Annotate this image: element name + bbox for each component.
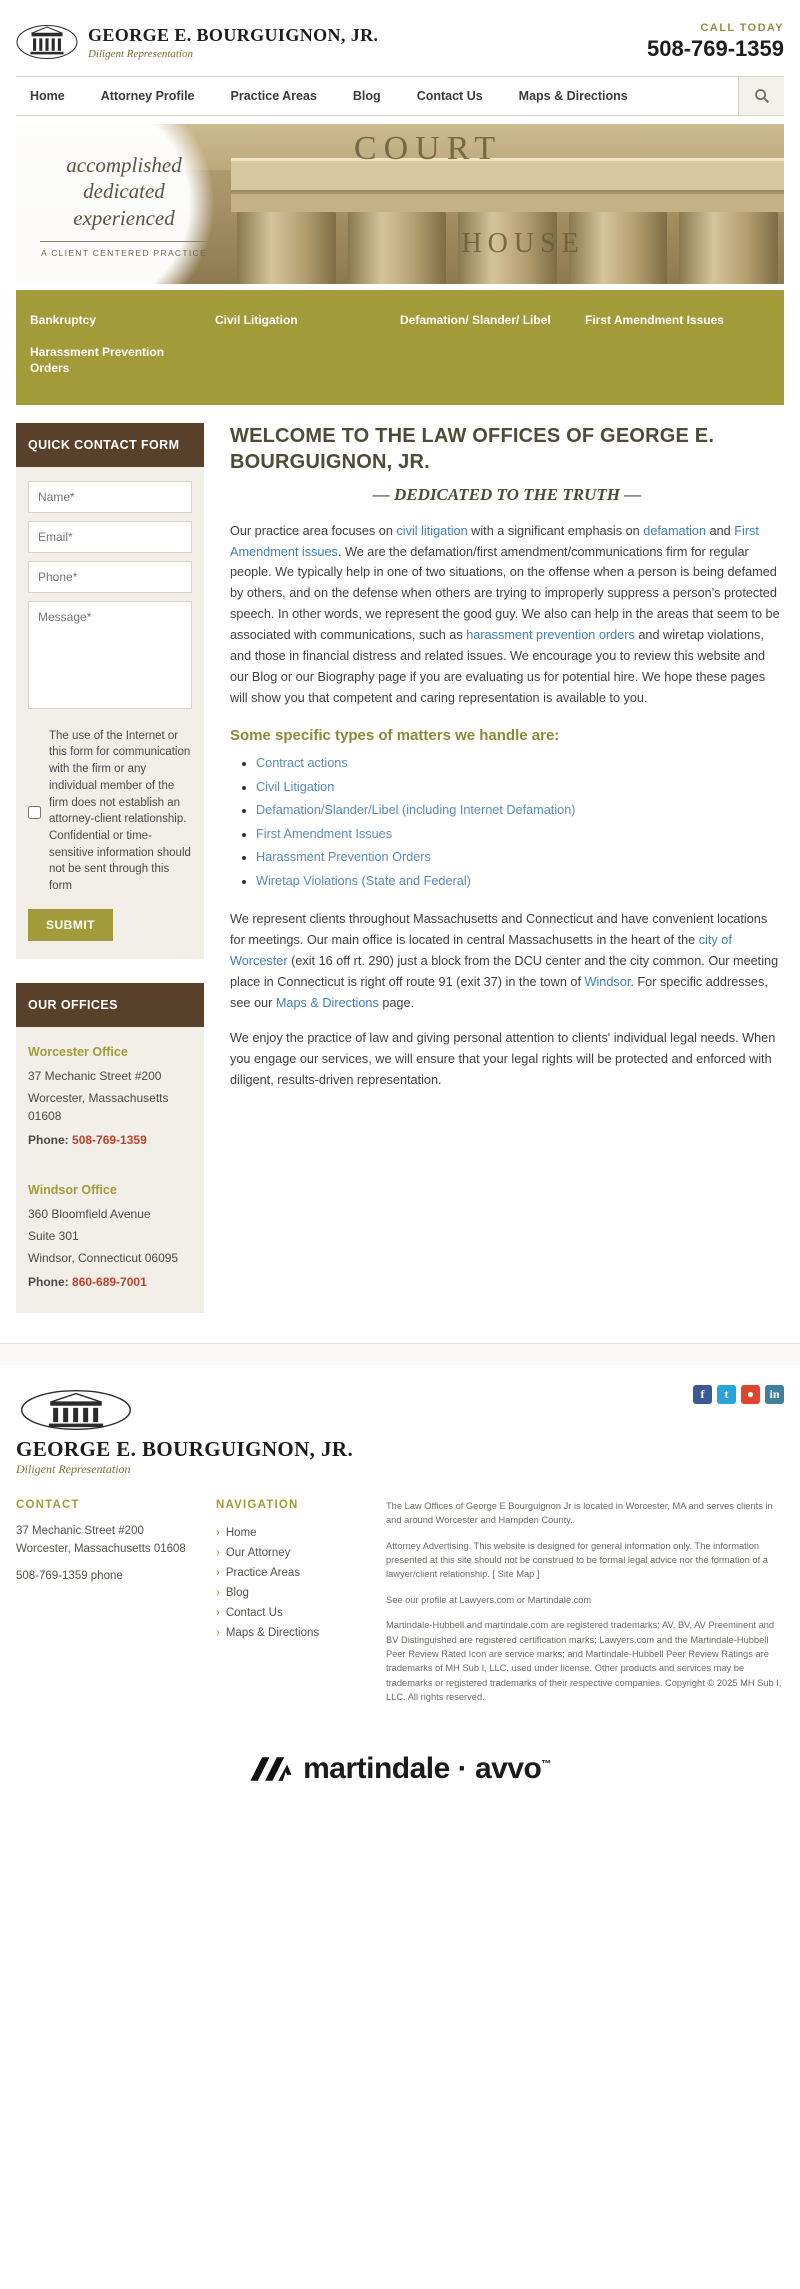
office-address-line2: Suite 301 <box>28 1228 79 1243</box>
link-harassment-prevention-orders[interactable]: harassment prevention orders <box>466 628 635 643</box>
martindale-avvo-logo[interactable] <box>16 1740 784 1812</box>
site-header <box>0 0 800 76</box>
footer-phone[interactable]: 508-769-1359 phone <box>16 1570 123 1583</box>
office-phone-line <box>28 1133 192 1147</box>
footer-navigation-heading: NAVIGATION <box>216 1498 299 1511</box>
locations-text-3: . For specific addresses, see our <box>230 975 768 1010</box>
matter-defamation[interactable]: Defamation/Slander/Libel (including Internet Defamation) <box>256 803 576 818</box>
social-links <box>693 1385 784 1404</box>
footer-brand-name: GEORGE E. BOURGUIGNON, JR. <box>16 1436 354 1461</box>
sidebar <box>16 423 204 1313</box>
practice-area-first-amendment[interactable]: First Amendment Issues <box>585 313 724 327</box>
footer-nav-practice-areas[interactable]: › Practice Areas <box>216 1563 386 1583</box>
call-today-label: CALL TODAY <box>700 22 784 34</box>
matter-wiretap-violations[interactable]: Wiretap Violations (State and Federal) <box>256 873 471 888</box>
hero-badge <box>16 124 246 284</box>
link-city-of-worcester[interactable]: city of Worcester <box>230 933 732 969</box>
courthouse-oval-logo-icon <box>16 1385 136 1435</box>
page-tagline: — DEDICATED TO THE TRUTH — <box>372 484 642 504</box>
office-phone-label: Phone: <box>28 1132 69 1147</box>
locations-text-2: (exit 16 off rt. 290) just a block from the DCU center and the city common. Our meeting place in Connecticut is right off route 91 (exit 37) in the town of <box>230 954 779 989</box>
consent-text: The use of the Internet or this form for communication with the firm or any individual member of the firm does not establish an attorney-client relationship. Confidential or time-sensitive information should not be sent through this form <box>49 729 191 892</box>
submit-button[interactable]: SUBMIT <box>28 909 113 941</box>
nav-items <box>16 77 738 115</box>
email-field[interactable] <box>28 521 192 553</box>
footer-nav-our-attorney[interactable]: › Our Attorney <box>216 1543 386 1563</box>
page-title: WELCOME TO THE LAW OFFICES OF GEORGE E. BOURGUIGNON, JR. <box>230 424 715 473</box>
intro-text-4: . We are the defamation/first amendment/communications firm for regular people. We typically help in one of two situations, on the offense when a person is being defamed by others, and on the defense when others are trying to improperly suppress a person's protected speech. In other words, we represent the good guy. We also can help in the areas that seem to be associated with communications, such as <box>230 544 780 643</box>
brand-name: GEORGE E. BOURGUIGNON, JR. <box>88 24 379 45</box>
hero-line-1: accomplished <box>66 153 182 177</box>
courthouse-oval-logo-icon <box>16 18 78 66</box>
list-item <box>256 823 784 847</box>
nav-item-attorney-profile[interactable]: Attorney Profile <box>100 89 195 103</box>
list-item <box>256 846 784 870</box>
trademark-symbol: ™ <box>541 1758 551 1770</box>
nav-item-blog[interactable]: Blog <box>352 89 381 103</box>
footer-nav-home[interactable]: › Home <box>216 1523 386 1543</box>
intro-text-5: and wiretap violations, and those in financial distress and related issues. We encourage you to review this website and our Blog or our Biography page if you are evaluating us for potential hire. We hope these pages will show you that competent and caring representation is available to you. <box>230 628 766 706</box>
office-phone-line <box>28 1275 192 1289</box>
list-item <box>256 776 784 800</box>
hero-subtitle: A CLIENT CENTERED PRACTICE <box>41 247 207 258</box>
list-item <box>256 752 784 776</box>
offices-panel <box>16 983 204 1313</box>
footer-advertising-text: Attorney Advertising. This website is designed for general information only. The information presented at this site should not be construed to be formal legal advice nor the formation of a lawyer/client relationship. [ <box>386 1540 768 1580</box>
practice-areas-bar <box>16 290 784 405</box>
footer-nav-contact-us[interactable]: › Contact Us <box>216 1603 386 1623</box>
search-button[interactable] <box>738 77 784 115</box>
link-windsor[interactable]: Windsor <box>584 975 631 989</box>
site-footer <box>0 1365 800 1812</box>
footer-brand[interactable] <box>16 1385 353 1477</box>
hero-banner <box>16 124 784 284</box>
office-address-line2: Worcester, Massachusetts 01608 <box>28 1090 169 1123</box>
intro-text-1: Our practice area focuses on <box>230 523 397 538</box>
matter-harassment-prevention[interactable]: Harassment Prevention Orders <box>256 850 431 865</box>
footer-contact-column <box>16 1499 216 1716</box>
footer-brand-tagline: Diligent Representation <box>16 1461 131 1476</box>
lawyers-com-link[interactable]: Lawyers.com <box>459 1594 515 1605</box>
list-item <box>256 799 784 823</box>
nav-item-contact-us[interactable]: Contact Us <box>416 89 483 103</box>
search-icon <box>754 88 770 104</box>
martindale-com-link[interactable]: Martindale.com <box>527 1594 592 1605</box>
hero-bg-word-house: HOUSE <box>461 228 585 259</box>
footer-navigation-column <box>216 1499 386 1716</box>
site-map-link[interactable]: Site Map <box>497 1569 535 1580</box>
link-first-amendment[interactable]: First Amendment issues <box>230 523 759 559</box>
brand-tagline: Diligent Representation <box>88 47 193 60</box>
call-today-block <box>647 22 784 62</box>
intro-text-2: with a significant emphasis on <box>467 523 644 538</box>
rss-icon[interactable]: ● <box>741 1385 760 1404</box>
facebook-icon[interactable]: f <box>693 1385 712 1404</box>
link-civil-litigation[interactable]: civil litigation <box>396 523 468 538</box>
message-field[interactable] <box>28 601 192 709</box>
consent-row <box>28 728 192 895</box>
main-column <box>204 423 784 1105</box>
nav-item-home[interactable]: Home <box>30 89 65 103</box>
hero-line-2: dedicated <box>83 179 165 204</box>
header-phone[interactable]: 508-769-1359 <box>646 36 784 61</box>
brand[interactable] <box>16 18 378 66</box>
footer-disclaimer-column <box>386 1499 784 1716</box>
footer-nav-blog[interactable]: › Blog <box>216 1583 386 1603</box>
office-name: Worcester Office <box>28 1044 128 1059</box>
footer-contact-heading: CONTACT <box>16 1498 80 1511</box>
quick-contact-title: QUICK CONTACT FORM <box>16 423 204 467</box>
twitter-icon[interactable]: t <box>717 1385 736 1404</box>
hero-divider <box>40 241 208 242</box>
intro-paragraph <box>230 521 784 710</box>
practice-area-bankruptcy[interactable]: Bankruptcy <box>30 313 97 327</box>
name-field[interactable] <box>28 481 192 513</box>
martindale-wordmark: martindale · avvo <box>303 1751 542 1785</box>
hero-line-3: experienced <box>73 205 175 230</box>
footer-legal-text: Martindale-Hubbell and martindale.com are registered trademarks; AV, BV, AV Preeminent and BV Distinguished are registered certification marks; Lawyers.com and the Martindale-Hubbell Peer Review Rated Icon are service marks; and Martindale-Hubbell Peer Review Ratings are trademarks of MH Sub I, LLC, used under license. Other products and services may be trademarks or registered trademarks of their respective companies. Copyright © 2025 MH Sub I, LLC. All rights reserved. <box>386 1620 782 1703</box>
matters-subheading: Some specific types of matters we handle are: <box>230 727 560 745</box>
office-address-line1: 37 Mechanic Street #200 <box>28 1068 162 1083</box>
footer-nav-maps-directions[interactable]: › Maps & Directions <box>216 1623 386 1643</box>
footer-blurb-advertising <box>386 1539 784 1582</box>
footer-divider <box>0 1343 800 1365</box>
footer-profile-text: See our profile at <box>386 1594 460 1605</box>
office-worcester <box>16 1031 204 1153</box>
offices-title: OUR OFFICES <box>16 983 204 1027</box>
matters-list <box>230 752 784 893</box>
office-name: Windsor Office <box>28 1182 117 1197</box>
footer-blurb-location: The Law Offices of George E Bourguignon Jr is located in Worcester, MA and serves clients in and around Worcester and Hampden County. <box>386 1500 773 1526</box>
footer-nav-list <box>216 1523 386 1643</box>
closing-paragraph: We enjoy the practice of law and giving personal attention to clients' individual legal needs. When you engage our services, we will ensure that your legal rights will be protected and enforced with diligent, results-driven representation. <box>230 1030 776 1087</box>
hero-bg-word-court: COURT <box>353 130 503 167</box>
footer-profile-sep: or <box>514 1594 528 1605</box>
office-phone-label: Phone: <box>28 1274 69 1289</box>
office-address-line3: Windsor, Connecticut 06095 <box>28 1250 179 1265</box>
content-area <box>16 423 784 1313</box>
martindale-mark-icon <box>249 1754 293 1784</box>
office-phone-link[interactable]: 860-689-7001 <box>72 1274 147 1289</box>
locations-paragraph <box>230 909 784 1014</box>
practice-area-defamation[interactable]: Defamation/ Slander/ Libel <box>400 313 551 327</box>
link-maps-directions[interactable]: Maps & Directions <box>275 995 379 1010</box>
practice-area-harassment-prevention[interactable]: Harassment Prevention Orders <box>30 345 165 376</box>
footer-advertising-text-end: ] <box>534 1569 540 1580</box>
martindale-avvo-text <box>303 1752 551 1786</box>
office-windsor <box>16 1169 204 1295</box>
consent-checkbox[interactable] <box>28 730 41 895</box>
nav-item-practice-areas[interactable]: Practice Areas <box>230 89 317 103</box>
matter-first-amendment[interactable]: First Amendment Issues <box>256 826 393 841</box>
list-item <box>256 870 784 894</box>
intro-text-3: and <box>706 523 735 538</box>
matter-civil-litigation[interactable]: Civil Litigation <box>256 779 335 794</box>
phone-field[interactable] <box>28 561 192 593</box>
office-phone-link[interactable]: 508-769-1359 <box>72 1132 147 1147</box>
quick-contact-form <box>16 467 204 959</box>
footer-address <box>16 1523 216 1559</box>
locations-text-4: page. <box>378 995 415 1010</box>
locations-text-1: We represent clients throughout Massachusetts and Connecticut and have convenient locations for meetings. Our main office is located in central Massachusetts in the heart of the <box>230 912 768 948</box>
matter-contract-actions[interactable]: Contract actions <box>256 756 348 771</box>
main-nav <box>16 76 784 116</box>
link-defamation[interactable]: defamation <box>643 523 707 538</box>
footer-blurb-profile <box>386 1593 784 1607</box>
footer-address-line2: Worcester, Massachusetts 01608 <box>16 1542 186 1555</box>
footer-address-line1: 37 Mechanic Street #200 <box>16 1524 144 1537</box>
linkedin-icon[interactable]: in <box>765 1385 784 1404</box>
practice-area-civil-litigation[interactable]: Civil Litigation <box>215 313 298 327</box>
nav-item-maps-directions[interactable]: Maps & Directions <box>518 89 628 103</box>
office-address-line1: 360 Bloomfield Avenue <box>28 1206 151 1221</box>
